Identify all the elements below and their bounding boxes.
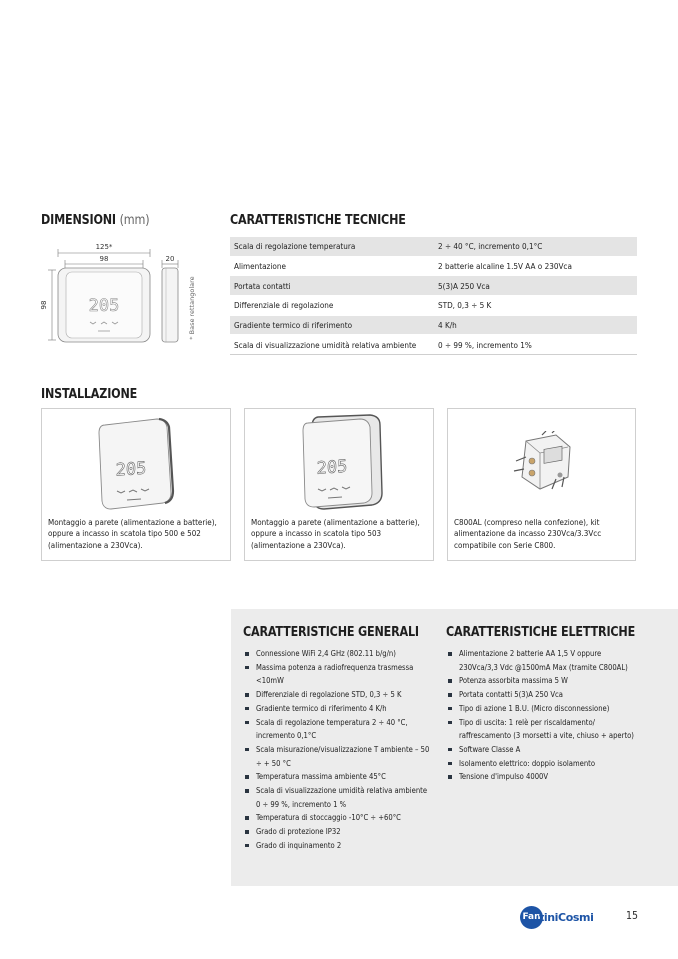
list-item: Temperatura massima ambiente 45°C xyxy=(243,770,433,784)
spec-value: 2 batterie alcaline 1.5V AA o 230Vca xyxy=(434,256,637,276)
list-item: Differenziale di regolazione STD, 0,3 ÷ 5 K xyxy=(243,688,433,702)
list-item: Tipo di uscita: 1 relè per riscaldamento/ raffrescamento (3 morsetti a vite, chiuso + aperto) xyxy=(446,716,636,743)
list-item: Massima potenza a radiofrequenza trasmessa <10mW xyxy=(243,661,433,688)
fantinicosmi-logo xyxy=(520,905,593,929)
card-caption: C800AL (compreso nella confezione), kit alimentazione da incasso 230Vca/3.3Vcc compatibile con Serie C800. xyxy=(454,518,602,550)
electrical-list xyxy=(446,647,636,784)
spec-row xyxy=(230,256,637,276)
spec-label: Portata contatti xyxy=(230,276,434,296)
base-note: * Base rettangolare xyxy=(188,276,196,340)
list-item: Gradiente termico di riferimento 4 K/h xyxy=(243,702,433,716)
dimensions-title: DIMENSIONI (mm) xyxy=(41,212,150,228)
spec-label: Gradiente termico di riferimento xyxy=(230,315,434,335)
spec-row xyxy=(230,315,637,335)
list-item: Alimentazione 2 batterie AA 1,5 V oppure 230Vca/3,3 Vdc @1500mA Max (tramite C800AL) xyxy=(446,647,636,674)
spec-label: Alimentazione xyxy=(230,256,434,276)
list-item: Tensione d'impulso 4000V xyxy=(446,770,636,784)
list-item: Scala misurazione/visualizzazione T ambiente – 50 ÷ + 50 °C xyxy=(243,743,433,770)
spec-value: STD, 0,3 ÷ 5 K xyxy=(434,296,637,316)
spec-row xyxy=(230,296,637,316)
list-item: Scala di regolazione temperatura 2 ÷ 40 °C, incremento 0,1°C xyxy=(243,716,433,743)
list-item: Grado di inquinamento 2 xyxy=(243,839,433,853)
electrical-characteristics xyxy=(446,624,636,784)
list-item: Temperatura di stoccaggio -10°C ÷ +60°C xyxy=(243,811,433,825)
page-number: 15 xyxy=(626,910,639,922)
card-caption: Montaggio a parete (alimentazione a batterie), oppure a incasso in scatola tipo 503 (alimentazione a 230Vca). xyxy=(251,518,420,550)
dimensions-drawing xyxy=(40,238,220,350)
logo-wordmark: tiniCosmi xyxy=(539,910,594,924)
spec-row xyxy=(230,276,637,296)
thermostat-side xyxy=(162,268,178,342)
card-display-digits: 205 xyxy=(316,456,348,479)
depth-label: 20 xyxy=(165,255,175,263)
list-item: Portata contatti 5(3)A 250 Vca xyxy=(446,688,636,702)
list-item: Grado di protezione IP32 xyxy=(243,825,433,839)
list-item: Potenza assorbita massima 5 W xyxy=(446,674,636,688)
spec-label: Scala di visualizzazione umidità relativa ambiente xyxy=(230,335,434,355)
list-item: Scala di visualizzazione umidità relativa ambiente 0 ÷ 99 %, incremento 1 % xyxy=(243,784,433,811)
thermostat-illustration xyxy=(97,415,177,511)
spec-value: 5(3)A 250 Vca xyxy=(434,276,637,296)
spec-value: 0 ÷ 99 %, incremento 1% xyxy=(434,335,637,355)
height-label: 98 xyxy=(40,300,48,310)
c800al-module-illustration xyxy=(512,431,574,495)
thermostat-on-box-illustration xyxy=(300,413,390,513)
list-item: Tipo di azione 1 B.U. (Micro disconnessione) xyxy=(446,702,636,716)
tech-title: CARATTERISTICHE TECNICHE xyxy=(230,212,406,228)
general-title: CARATTERISTICHE GENERALI xyxy=(243,624,419,640)
general-list xyxy=(243,647,433,853)
spec-row xyxy=(230,335,637,355)
card-display-digits: 205 xyxy=(115,458,147,481)
list-item: Software Classe A xyxy=(446,743,636,757)
outer-width-label: 125* xyxy=(95,243,113,251)
logo-badge: Fan xyxy=(520,906,543,929)
installation-title: INSTALLAZIONE xyxy=(41,386,138,402)
display-digits: 205 xyxy=(88,296,120,316)
list-item: Connessione WiFi 2,4 GHz (802.11 b/g/n) xyxy=(243,647,433,661)
spec-label: Differenziale di regolazione xyxy=(230,296,434,316)
inner-width-label: 98 xyxy=(99,255,109,263)
general-characteristics xyxy=(243,624,433,853)
spec-row xyxy=(230,237,637,256)
installation-card-wall-503 xyxy=(244,408,434,561)
spec-label: Scala di regolazione temperatura xyxy=(230,237,434,256)
card-caption: Montaggio a parete (alimentazione a batterie), oppure a incasso in scatola tipo 500 e 502 (alimentazione a 230Vca). xyxy=(48,518,217,550)
list-item: Isolamento elettrico: doppio isolamento xyxy=(446,757,636,771)
installation-card-c800al xyxy=(447,408,636,561)
electrical-title: CARATTERISTICHE ELETTRICHE xyxy=(446,624,636,640)
tech-spec-table xyxy=(230,237,637,355)
installation-card-wall-500 xyxy=(41,408,231,561)
spec-value: 4 K/h xyxy=(434,315,637,335)
spec-value: 2 ÷ 40 °C, incremento 0,1°C xyxy=(434,237,637,256)
